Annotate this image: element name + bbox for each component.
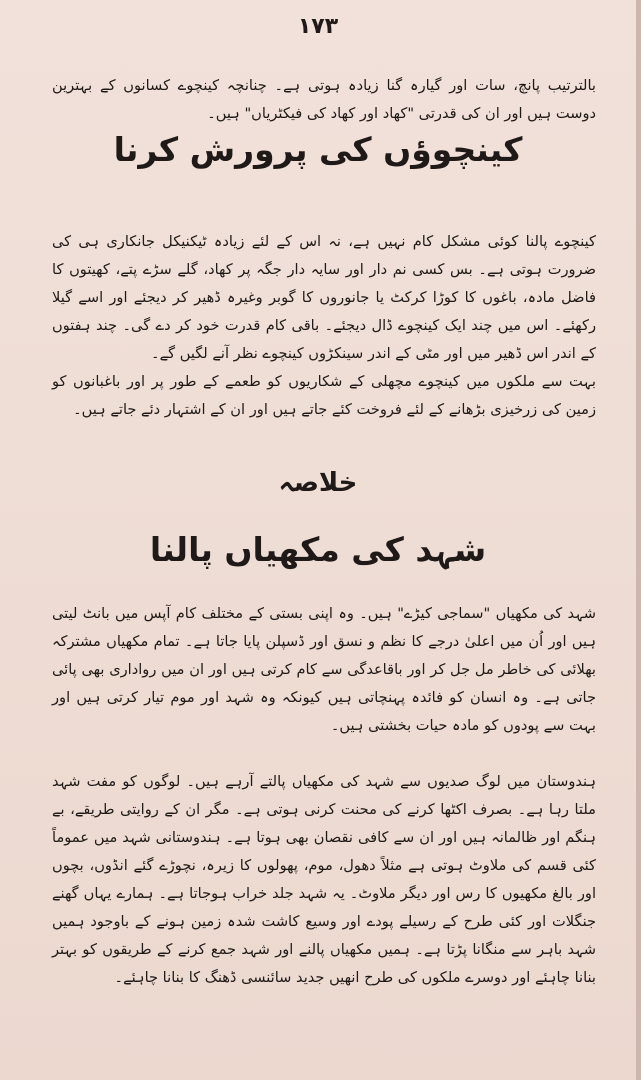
- intro-paragraph: بالترتیب پانچ، سات اور گیارہ گنا زیادہ ہوتی ہے۔ چنانچہ کینچوے کسانوں کے بہترین دوست ہیں اور ان کی قدرتی "کھاد اور کھاد کی فیکٹریاں" ہیں۔: [52, 77, 596, 122]
- heading-summary: خلاصہ: [278, 468, 358, 498]
- breeding-paragraph-1: کینچوے پالنا کوئی مشکل کام نہیں ہے، نہ اس کے لئے زیادہ ٹیکنیکل جانکاری ہی کی ضرورت ہوتی ہے۔ بس کسی نم دار اور سایہ دار جگہ پر کھاد، گلے سڑے پتے، کھیتوں کا فاضل مادہ، باغوں کا کوڑا کرکٹ یا جانوروں کا گوبر وغیرہ ڈھیر کر دیجئے اور اسے گیلا رکھئے۔ اس میں چند ایک کینچوے ڈال دیجئے۔ باقی کام قدرت خود کر دے گی۔ چند ہفتوں کے اندر اس ڈھیر میں اور مٹی کے اندر سینکڑوں کینچوے نظر آنے لگیں گے۔: [52, 233, 596, 362]
- heading-honeybee-keeping: شہد کی مکھیاں پالنا: [149, 530, 487, 569]
- breeding-paragraph-2: بہت سے ملکوں میں کینچوے مچھلی کے شکاریوں کو طعمے کے طور پر اور باغبانوں کو زمین کی زرخیزی بڑھانے کے لئے فروخت کئے جاتے ہیں اور ان کے اشتہار دئے جاتے ہیں۔: [52, 373, 596, 418]
- page-number: ۱۷۳: [297, 14, 339, 39]
- honeybee-paragraph-2: ہندوستان میں لوگ صدیوں سے شہد کی مکھیاں پالتے آرہے ہیں۔ لوگوں کو مفت شہد ملتا رہا ہے۔ بصرف اکٹھا کرنے کی محنت کرنی ہوتی ہے۔ مگر ان کے روایتی طریقے، بے ہنگم اور ظالمانہ ہیں اور ان سے کافی نقصان بھی ہوتا ہے۔ ہندوستانی شہد میں عموماً کئی قسم کی ملاوٹ ہوتی ہے مثلاً دھول، موم، پھولوں کا زیرہ، نچوڑے گئے انڈوں، بچوں اور بالغ مکھیوں کا رس اور دیگر ملاوٹ۔ یہ شہد جلد خراب ہوجاتا ہے۔ ہمارے یہاں گھنے جنگلات اور کئی طرح کے رسیلے پودے اور وسیع کاشت شدہ زمین ہونے کے باوجود ہمیں شہد باہر سے منگانا پڑتا ہے۔ ہمیں مکھیاں پالنے اور شہد جمع کرنے کے طریقوں کو بہتر بنانا چاہئے اور دوسرے ملکوں کی طرح انھیں جدید سائنسی ڈھنگ کا بنانا چاہئے۔: [52, 773, 596, 986]
- heading-earthworm-breeding: کینچوؤں کی پرورش کرنا: [113, 130, 523, 169]
- honeybee-paragraph-1: شہد کی مکھیاں "سماجی کیڑے" ہیں۔ وہ اپنی بستی کے مختلف کام آپس میں بانٹ لیتی ہیں اور اُن میں اعلیٰ درجے کا نظم و نسق اور ڈسپلن پایا جاتا ہے۔ تمام مکھیاں مشترکہ بھلائی کی خاطر مل جل کر اور باقاعدگی سے کام کرتی ہیں اور ان میں رواداری بھی پائی جاتی ہے۔ وہ انسان کو فائدہ پہنچاتی ہیں کیونکہ وہ شہد اور موم تیار کرتی ہیں اور بہت سے پودوں کو مادہ حیات بخشتی ہیں۔: [52, 605, 596, 734]
